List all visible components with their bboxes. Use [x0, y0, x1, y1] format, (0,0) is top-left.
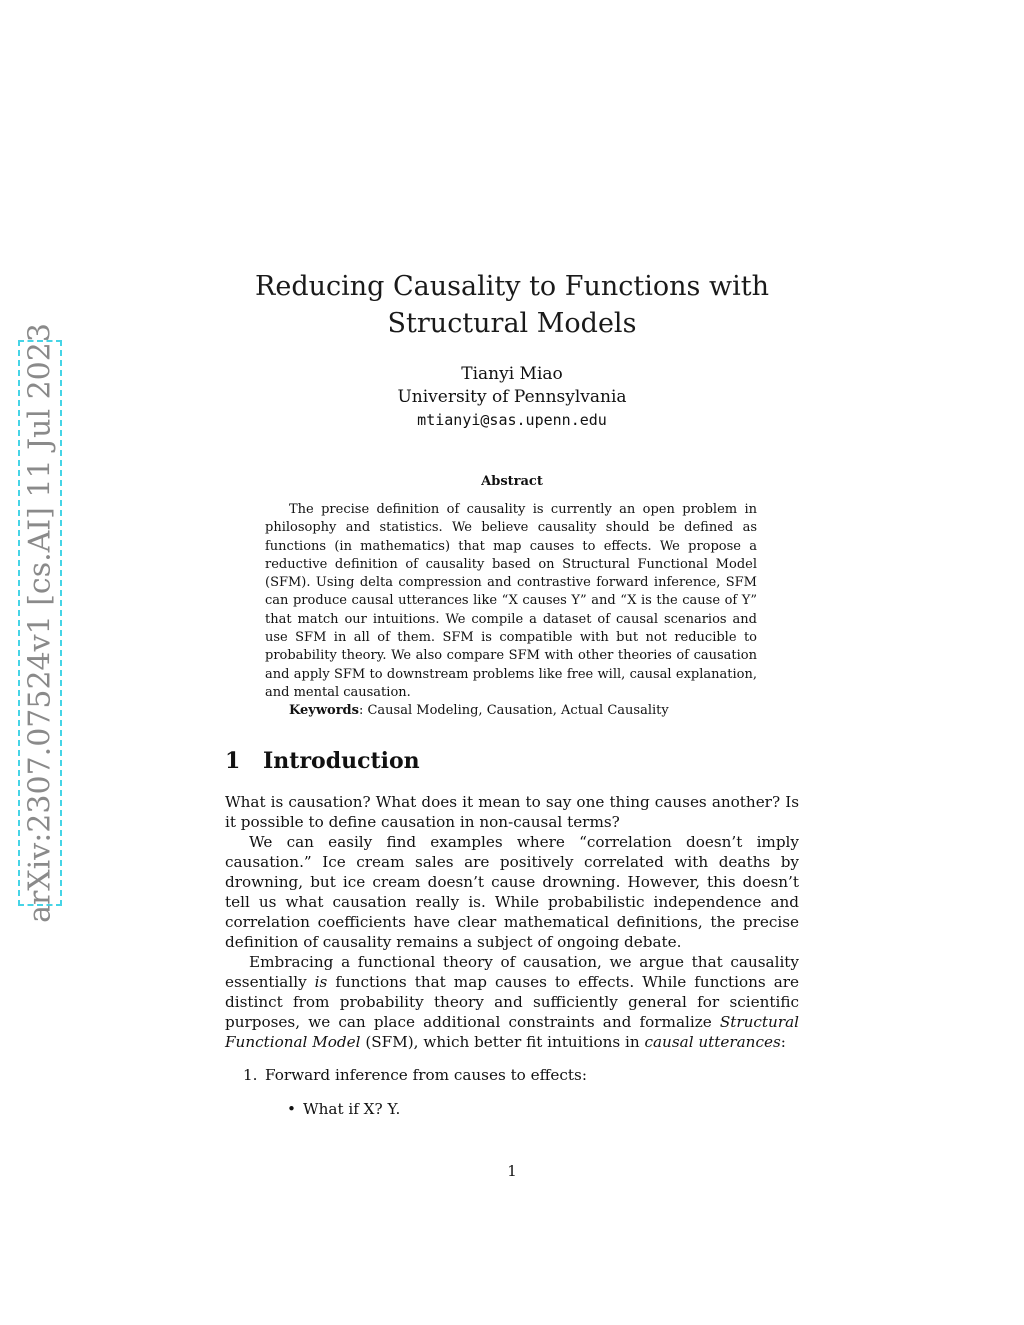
paragraph-1: What is causation? What does it mean to say one thing causes another? Is it possible to define causation in non-causal terms? [225, 793, 799, 831]
keywords-list: : Causal Modeling, Causation, Actual Causality [358, 703, 669, 719]
author-name: Tianyi Miao [461, 364, 563, 384]
abstract-text: The precise definition of causality is currently an open problem in philosophy and statistics. We believe causality should be defined as functions (in mathematics) that map causes to effects. We propose a reductive definition of causality based on Structural Functional Model (SFM). Using delta compression and contrastive forward inference, SFM can produce causal utterances like “X causes Y” and “X is the cause of Y” that match our intuitions. We compile a dataset of causal scenarios and use SFM in all of them. SFM is compatible with but not reducible to probability theory. We also compare SFM with other theories of causation and apply SFM to downstream problems like free will, causal explanation, and mental causation. [265, 502, 757, 700]
author-email: mtianyi@sas.upenn.edu [417, 411, 607, 429]
keywords-line [265, 702, 757, 720]
abstract-block [265, 501, 757, 721]
arxiv-identifier: arXiv:2307.07524v1 [cs.AI] 11 Jul 2023 [22, 323, 58, 923]
paper-title: Reducing Causality to Functions with Structural Models [255, 271, 769, 339]
arxiv-sidebar-stamp [18, 323, 62, 923]
keywords-label: Keywords [289, 703, 359, 719]
paragraph-3-term-causal-utterances: causal utterances [644, 1033, 781, 1051]
paragraph-3 [225, 952, 799, 1052]
bullet-icon: • [287, 1100, 296, 1118]
abstract-heading: Abstract [481, 474, 543, 489]
list-item-text: Forward inference from causes to effects: [265, 1066, 587, 1084]
paragraph-3-term-sfm: Structural Functional Model [225, 1013, 799, 1051]
list-item-number: 1. [243, 1066, 258, 1084]
paragraph-2: We can easily find examples where “correlation doesn’t imply causation.” Ice cream sales are positively correlated with deaths by drowning, but ice cream doesn’t cause drowning. However, this doesn’t tell us what causation really is. While probabilistic independence and correlation coefficients have clear mathematical definitions, the precise definition of causality remains a subject of ongoing debate. [225, 833, 799, 951]
section-title: Introduction [263, 748, 420, 774]
sub-list-item [287, 1100, 400, 1118]
author-affiliation: University of Pennsylvania [397, 387, 627, 407]
paragraph-3-part-c: (SFM), which better fit intuitions in [360, 1033, 645, 1051]
paragraph-3-part-b: functions that map causes to effects. While functions are distinct from probability theory and sufficiently general for scientific purposes, we can place additional constraints and formalize [225, 973, 799, 1031]
list-item [243, 1066, 587, 1084]
sub-list-item-text: What if X? Y. [303, 1100, 401, 1118]
page-number: 1 [507, 1162, 517, 1180]
paragraph-3-part-a: Embracing a functional theory of causation, we argue that causality essentially [225, 953, 799, 991]
section-heading [225, 748, 420, 774]
paragraph-3-emphasis-is: is [314, 973, 328, 991]
paragraph-3-part-d: : [780, 1033, 786, 1051]
body-text [225, 792, 799, 1052]
section-number: 1 [225, 748, 241, 774]
